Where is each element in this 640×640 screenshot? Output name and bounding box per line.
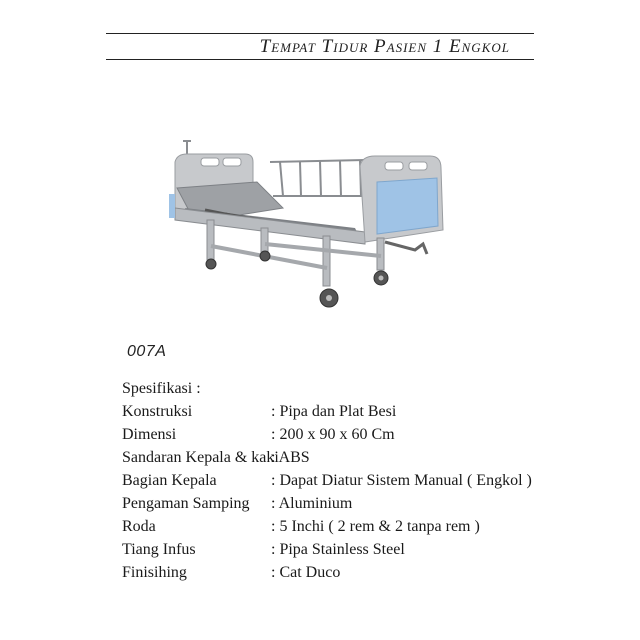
model-number: 007A [127, 343, 167, 360]
spec-value: : Pipa Stainless Steel [271, 541, 405, 558]
spec-label: Sandaran Kepala & kaki [122, 449, 279, 466]
header-rule-bottom [106, 59, 534, 60]
spec-label: Pengaman Samping [122, 495, 250, 512]
spec-heading: Spesifikasi : [122, 380, 201, 397]
spec-value: : ABS [271, 449, 310, 466]
spec-row [122, 400, 562, 423]
hospital-bed-photo [165, 138, 455, 318]
page-title: Tempat Tidur Pasien 1 Engkol [259, 36, 510, 57]
spec-label: Bagian Kepala [122, 472, 217, 489]
spec-list [122, 377, 562, 584]
spec-row [122, 446, 562, 469]
spec-row [122, 515, 562, 538]
spec-value: : Dapat Diatur Sistem Manual ( Engkol ) [271, 472, 532, 489]
spec-row [122, 423, 562, 446]
spec-value: : 200 x 90 x 60 Cm [271, 426, 395, 443]
spec-row [122, 469, 562, 492]
spec-label: Konstruksi [122, 403, 193, 420]
spec-value: : Aluminium [271, 495, 353, 512]
spec-value: : Cat Duco [271, 564, 341, 581]
spec-row [122, 561, 562, 584]
spec-label: Roda [122, 518, 156, 535]
header-rule-top [106, 33, 534, 34]
spec-label: Finisihing [122, 564, 187, 581]
spec-value: : Pipa dan Plat Besi [271, 403, 397, 420]
spec-label: Tiang Infus [122, 541, 196, 558]
spec-value: : 5 Inchi ( 2 rem & 2 tanpa rem ) [271, 518, 480, 535]
spec-row [122, 492, 562, 515]
spec-row [122, 538, 562, 561]
spec-label: Dimensi [122, 426, 177, 443]
